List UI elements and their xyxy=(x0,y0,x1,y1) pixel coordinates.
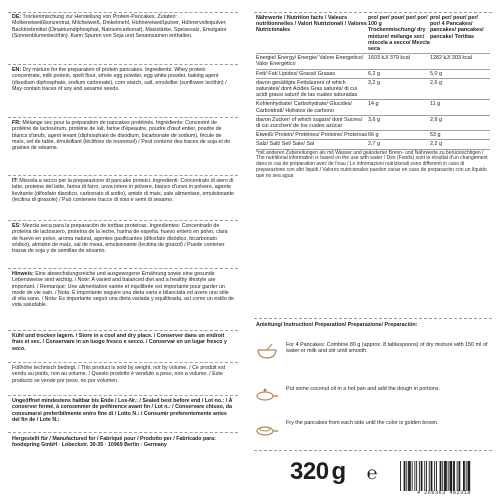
table-row xyxy=(256,55,490,67)
ingredients-fr xyxy=(12,120,234,151)
preparation-step xyxy=(256,386,488,404)
ingredients-text-en: Dry mixture for the preparation of protein pancakes. Ingredients: Whey protein concentrate, milk protein, spelt flour, whole egg powder, egg white powder, baking agent (disodium diphosphate, sodium carbonate), corn starch, salt, emulsifier (sunflower lecithin) / May contain traces of soy and sesame seeds. xyxy=(12,67,227,92)
barcode-icon xyxy=(398,460,488,492)
preparation-step-text: Put some coconut oil in a hot pan and add the dough in portions. xyxy=(286,386,441,392)
preparation-step-text: For 4 Pancakes: Combine 80 g (approx. 8 tablespoons) of dry mixture with 150 ml of water or milk and stir until smooth. xyxy=(286,342,488,355)
preparation-step xyxy=(256,420,488,438)
barcode-bar xyxy=(406,461,407,491)
table-rule xyxy=(256,99,490,100)
lang-label-fr: FR: xyxy=(12,120,21,126)
nutrition-header-4pancakes: pro/ per/ pour/ per/ por/ 4 Pancakes/ pancakes/ pancakes/ pancake/ Tortitas xyxy=(430,15,484,40)
barcode-bar xyxy=(444,461,447,491)
nutrient-value-100g: 3,6 g xyxy=(368,116,380,123)
divider xyxy=(8,175,238,176)
divider xyxy=(8,64,238,65)
divider xyxy=(8,117,238,118)
table-rule xyxy=(256,53,490,54)
nutrition-table xyxy=(256,15,490,180)
storage-text: Kühl und trocken lagern. / Store in a cool and dry place. / Conserver dans un endroit frais et sec. / Conservare in un luogo fresco e secco. / Conservar en un lugar fresco y seco. xyxy=(12,333,227,352)
divider xyxy=(254,12,492,13)
divider xyxy=(8,362,238,363)
best-before-text: Ungeöffnet mindestens haltbar bis Ende / Los-Nr.: / Sealed best before end / Lot no.: / À conserver fermé, à consommer de préférence avant fin / Lot n.: / Conservare chiuso, da consumarsi preferibilmente entro fine di / Lotto N.: / Consumir preferentemente antes del fin de / Lote N.: xyxy=(12,398,233,423)
barcode-bar xyxy=(400,461,401,491)
table-rule xyxy=(256,115,490,116)
net-weight xyxy=(290,458,346,486)
divider xyxy=(254,450,492,451)
nutrient-value-100g: 2,7 g xyxy=(368,141,380,148)
barcode-bar xyxy=(450,461,453,491)
net-weight-value: 320 xyxy=(290,458,329,485)
barcode-bar xyxy=(424,461,425,491)
divider xyxy=(8,12,238,13)
table-row xyxy=(256,117,490,129)
nutrient-value-100g: 66 g xyxy=(368,132,379,139)
nutrient-value-4pancakes: 11 g xyxy=(430,101,441,108)
nutrient-label: Energie/ Energy/ Energie/ Valore Energetico/ Valor Energético xyxy=(256,55,364,68)
hint-block xyxy=(12,271,234,309)
filling-text: Füllhöhe technisch bedingt. / This product is sold by weight, not by volume. / Ce produit est vendu au poids, non au volume. / Questo prodotto è venduto a peso, non a volume. / Este producto se vende por peso, no por volumen. xyxy=(12,365,226,384)
nutrient-label: Kohlenhydrate/ Carbohydrate/ Glucides/ Carboidrati/ Hidratos de carbono xyxy=(256,101,352,114)
ingredients-en xyxy=(12,67,234,92)
barcode-bar xyxy=(421,461,423,491)
table-row xyxy=(256,80,490,99)
hint-text: Eine abwechslungsreiche und ausgewogene Ernährung sowie eine gesunde Lebensweise sind wichtig. / Note: A varied and balanced diet and a healthy lifestyle are important. / Remarque: Une alimentation variée et équilibrée est importante pour garder un mode de vie sain. / Nota: È importante seguire una dieta varia e bilanciata ed avere uno stile di vita sano. / Nota: Es importante seguir una dieta variada y equilibrada, así como un estilo de vida saludable. xyxy=(12,271,235,309)
nutrient-value-100g: 6,2 g xyxy=(368,70,380,77)
barcode-number: 4 260363 482318 xyxy=(416,490,471,496)
barcode-bar xyxy=(463,461,465,491)
divider xyxy=(8,268,238,269)
barcode-bar xyxy=(414,461,415,491)
pan-icon xyxy=(256,386,278,404)
ingredients-text-es: Mezcla seca para la preparación de tortitas proteicas. Ingredientes: Concentrado de proteína de lactosuero, proteína de la leche, harina de espelta, huevo entero en polvo, clara de huevo en polvo, aroma natural, agentes gasificantes (difosfato disódico, bicarbonato sódico), almidón de maíz, sal de mesa, emulsionante (lecitina de girasol) / Puede contener trazas de soja y de semillas de sésamo. xyxy=(12,223,228,255)
barcode-bar xyxy=(440,461,442,491)
svg-text:℮: ℮ xyxy=(366,463,378,483)
barcode-bar xyxy=(412,461,413,491)
filling-block xyxy=(12,365,234,384)
nutrition-footnote: *mit anderen Zubereitungen als mit Wasser und geänderter Brenn- und Nährwerte zu berücksichtigen / The nutritional information is based on the use with water / Des (Foods) sont le résultat d'un changement dans le cas de préparation avec de l'eau / Le informazioni nutrizionali sono differenti in caso di preparazione con altri liquidi / Valores nutricionales pueden variar en caso de preparación con un líquido que no sea agua xyxy=(256,149,488,179)
barcode-bar xyxy=(416,461,417,491)
barcode-bar xyxy=(442,461,443,491)
nutrient-value-4pancakes: 1282 kJ/ 303 kcal xyxy=(430,55,472,62)
ingredients-de xyxy=(12,14,234,39)
divider xyxy=(8,330,238,331)
lang-label-es: ES: xyxy=(12,223,21,229)
table-row xyxy=(256,132,490,138)
barcode-bar xyxy=(457,461,458,491)
nutrient-label: Eiweiß/ Protein/ Protéines/ Proteine/ Proteínas xyxy=(256,132,368,139)
net-weight-unit: g xyxy=(331,458,346,485)
table-rule xyxy=(256,69,490,70)
barcode-bar xyxy=(468,461,471,491)
nutrient-value-100g: 3,2 g xyxy=(368,79,380,86)
pancake-icon xyxy=(256,420,278,438)
manufacturer-text: Hergestellt für / Manufactured for / Fabriqué pour / Prodotto per / Fabricado para: foodspring GmbH · Lobeckstr. 30-35 · 10969 Berlin · Germany xyxy=(12,436,216,449)
lang-label-de: DE: xyxy=(12,14,22,20)
divider xyxy=(8,395,238,396)
table-rule xyxy=(256,139,490,140)
ingredients-text-it: Miscela a secco per la preparazione di pancake proteici. Ingredienti: Concentrato di siero di latte, proteine del latte, farina di farro, uova intere in polvere, bianco d'uovo in polvere, agente lievitante (difosfato disodico, carbonato di sodio), amido di mais, sale alimentare, emulsionante (lecitina di girasole) / Può contenere tracce di soia e semi di sesamo. xyxy=(12,178,234,203)
preparation-header xyxy=(256,322,490,328)
bowl-icon xyxy=(256,342,278,360)
barcode-bar xyxy=(434,461,435,491)
barcode-bar xyxy=(429,461,430,491)
nutrient-value-100g: 14 g xyxy=(368,101,379,108)
nutrient-label: davon gesättigte Fettsäuren/ of which saturates/ dont Acides Gras saturés/ di cui acidi grassi saturi/ de las cuales saturadas xyxy=(256,79,358,99)
barcode-bar xyxy=(459,461,461,491)
hint-label: Hinweis: xyxy=(12,271,34,277)
barcode-bar xyxy=(426,461,427,491)
table-rule xyxy=(256,78,490,79)
divider xyxy=(8,220,238,221)
barcode-bar xyxy=(436,461,437,491)
nutrition-header-100g: pro/ per/ pour/ per/ por/ 100 g Trockenmischung/ dry mixture/ mélange sec/ miscela a secco/ Mezcla seca xyxy=(368,15,430,53)
nutrition-header-row xyxy=(256,15,490,52)
estimated-sign-icon xyxy=(362,463,382,483)
nutrient-value-4pancakes: 53 g xyxy=(430,132,441,139)
ingredients-it xyxy=(12,178,234,203)
divider xyxy=(8,432,238,433)
barcode-bar xyxy=(419,461,420,491)
nutrient-label: davon Zucker/ of which sugars/ dont Sucres/ di cui zuccheri/ de los cuales azúcar xyxy=(256,116,363,130)
table-row xyxy=(256,141,490,147)
ingredients-es xyxy=(12,223,234,254)
barcode-bar xyxy=(448,461,449,491)
lang-label-en: EN: xyxy=(12,67,22,73)
nutrient-value-4pancakes: 2,2 g xyxy=(430,141,442,148)
barcode-bar xyxy=(466,461,467,491)
table-row xyxy=(256,101,490,113)
best-before-block xyxy=(12,398,234,423)
preparation-header-text: Anleitung/ Instruction/ Préparation/ Preparazione/ Preparación: xyxy=(256,322,418,328)
ingredients-text-fr: Mélange sec pour la préparation de pancakes protéinés. Ingrédients: Concentré de protéine de lactosérum, protéine de lait, farine d'épeautre, poudre d'œuf entier, poudre de blancs d'œufs, agent levant (diphosphate de disodium, bicarbonate de sodium), fécule de maïs, sel de table, émulsifiant (lécithine de tournesol) / Peut contenir des traces de soja et de graines de sésame. xyxy=(12,120,231,152)
manufacturer-block xyxy=(12,436,234,449)
preparation-step-text: Fry the pancakes from each side until the color is golden brown. xyxy=(286,420,439,426)
preparation-step xyxy=(256,342,488,360)
ingredients-text-de: Trockenmischung zur Herstellung von Protein-Pancakes. Zutaten: Molkeneiweißkonzentrat, Milcheiweiß, Dinkelmehl, Hühnereiweißpulver, Hühnervolleipulver, Backtriebmittel (Dinatriumdiphosphat, Natriumcarbonat), Maisstärke, Speisesalz, Emulgator (Sonnenblumenlecithin). Kann Spuren von Soja und Sesamsamen enthalten. xyxy=(12,14,227,39)
barcode-bar xyxy=(408,461,411,491)
storage-block xyxy=(12,333,234,352)
barcode-bar xyxy=(404,461,406,491)
barcode-bar xyxy=(431,461,433,491)
nutrient-label: Salz/ Salt/ Sel/ Sale/ Sal xyxy=(256,141,315,148)
nutrient-value-100g: 1603 kJ/ 379 kcal xyxy=(368,55,410,62)
nutrient-value-4pancakes: 2,9 g xyxy=(430,116,442,123)
table-rule xyxy=(256,130,490,131)
lang-label-it: IT: xyxy=(12,178,18,184)
divider xyxy=(254,318,492,319)
table-row xyxy=(256,71,490,77)
barcode-bar xyxy=(453,461,455,491)
nutrient-label: Fett/ Fat/ Lipides/ Grassi/ Grasas xyxy=(256,70,336,77)
nutrient-value-4pancakes: 5,0 g xyxy=(430,70,442,77)
nutrient-value-4pancakes: 2,6 g xyxy=(430,79,442,86)
nutrition-header-label: Nährwerte / Nutrition facts / Valeurs nutritionnelles / Valori Nutrizionali / Valores Nutricionales xyxy=(256,15,367,34)
